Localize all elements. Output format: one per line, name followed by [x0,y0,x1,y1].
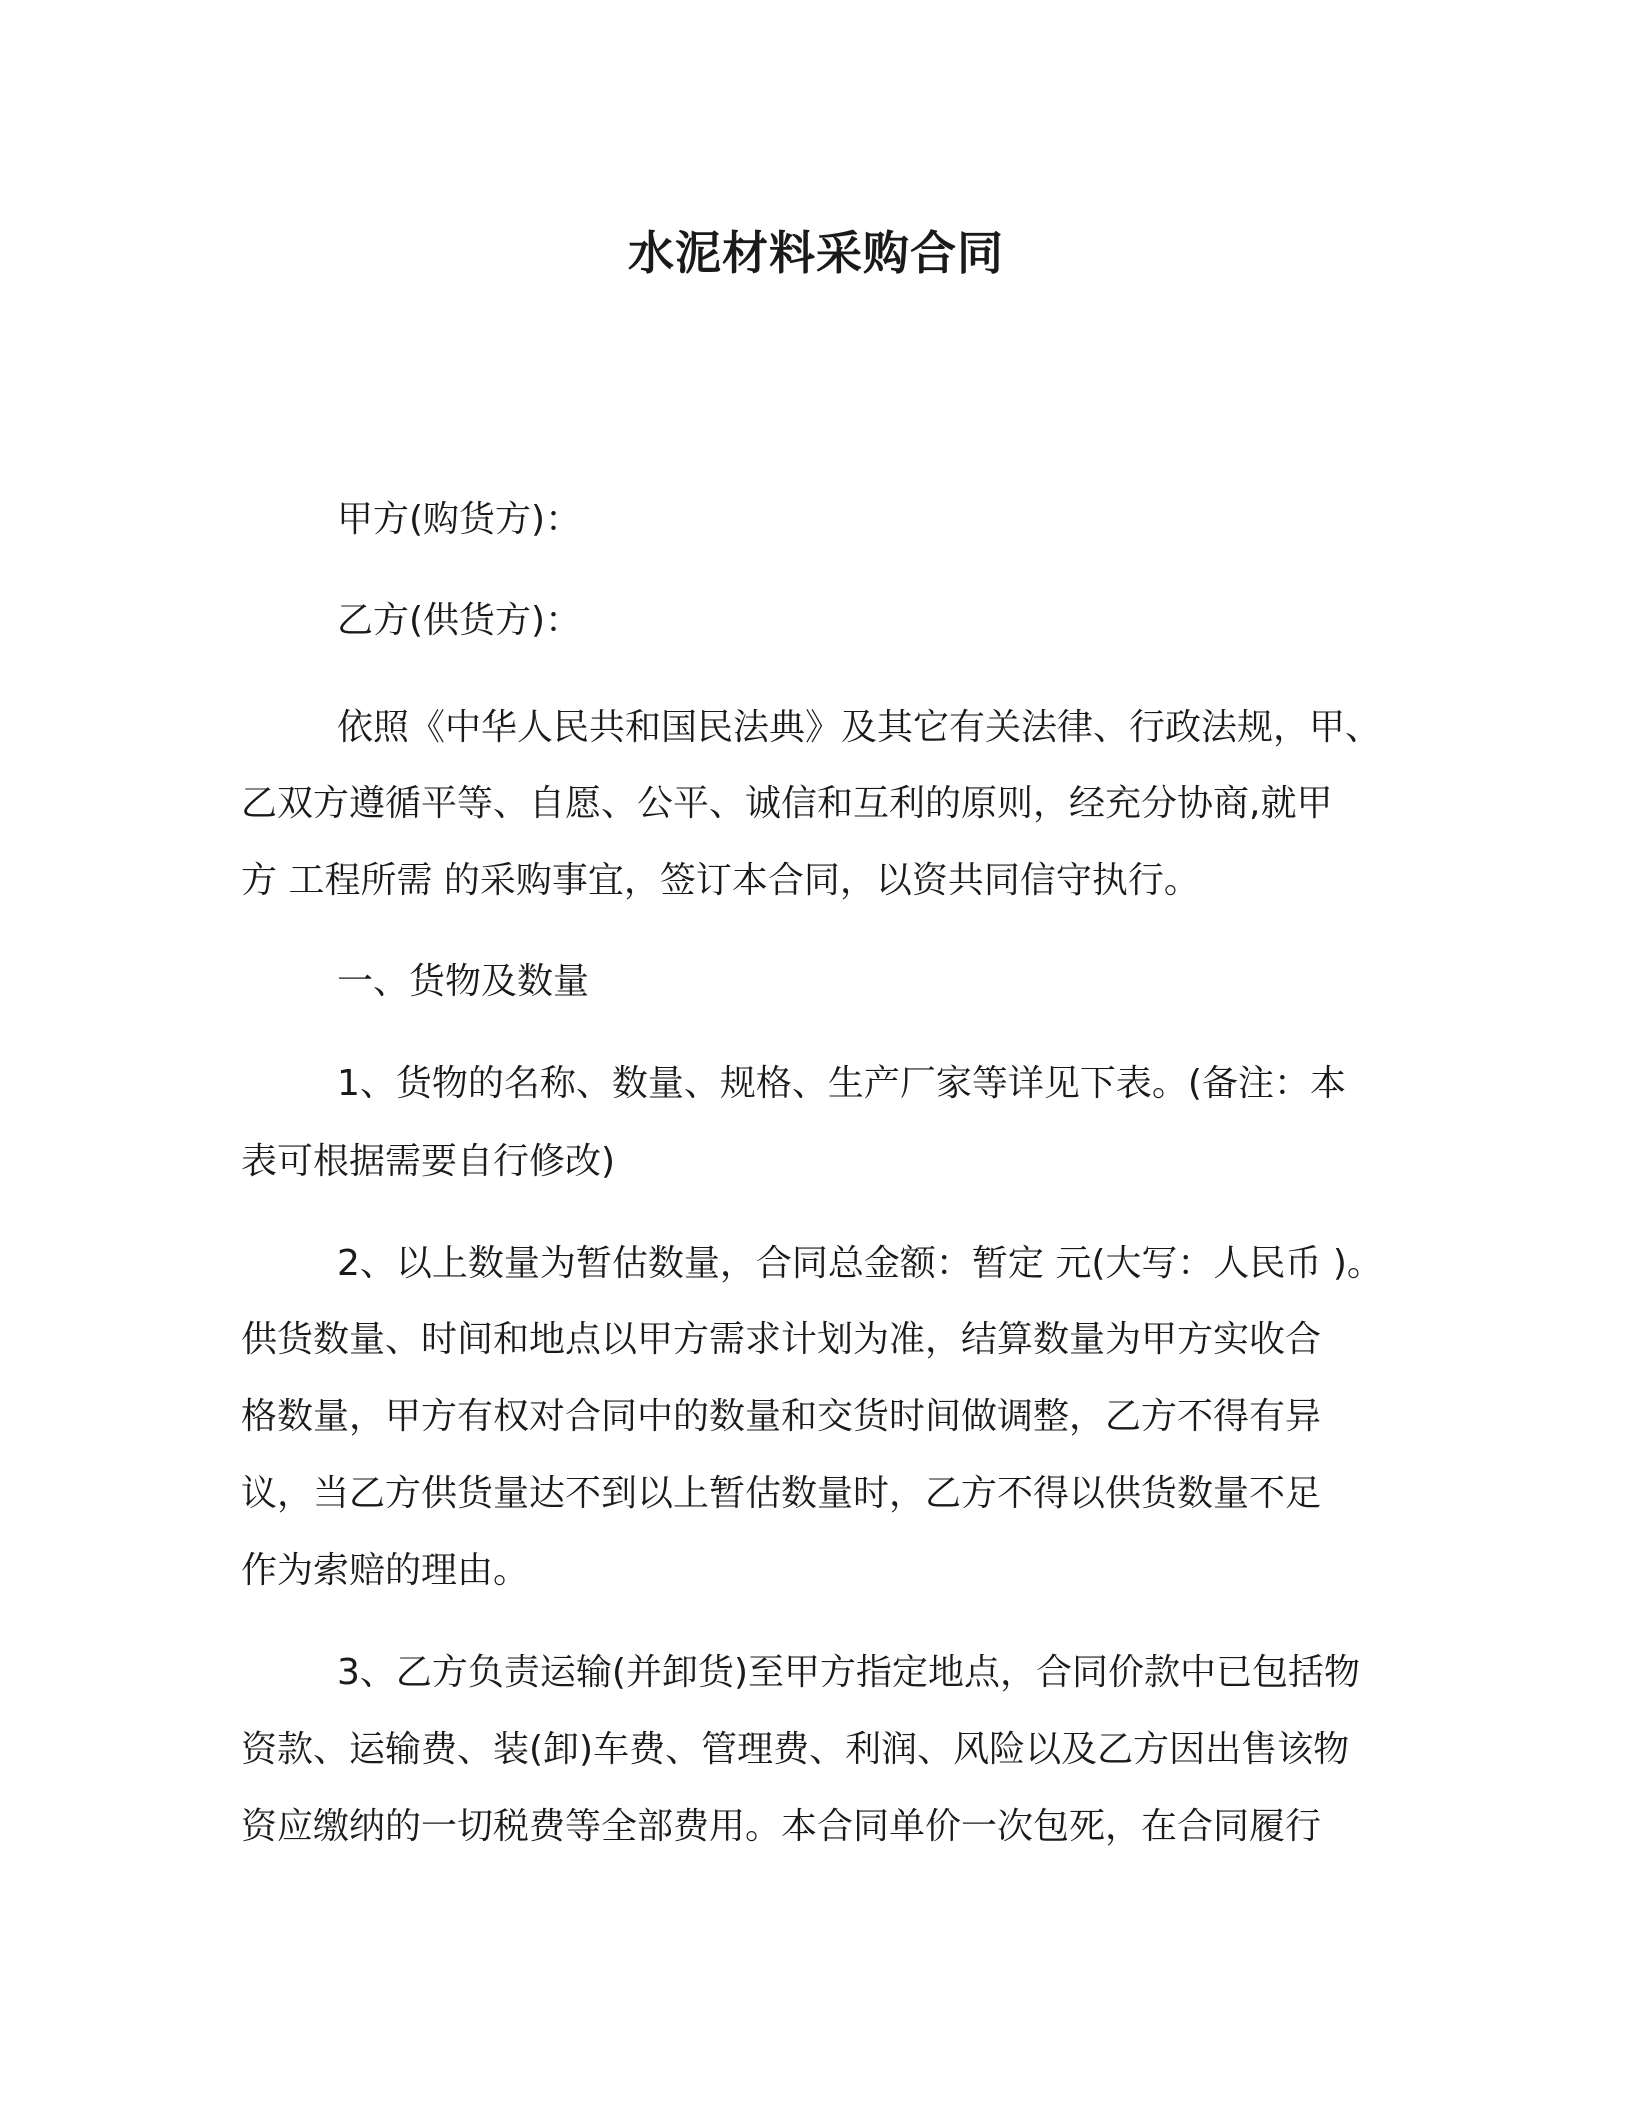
preamble-line-3: 方 工程所需 的采购事宜，签订本合同，以资共同信守执行。 [241,860,1200,901]
clause-2-line-1: 2、以上数量为暂估数量，合同总金额：暂定 元(大写：人民币 )。 [337,1243,1383,1284]
clause-2-line-3: 格数量，甲方有权对合同中的数量和交货时间做调整，乙方不得有异 [241,1396,1322,1437]
clause-2-line-4: 议，当乙方供货量达不到以上暂估数量时，乙方不得以供货数量不足 [241,1473,1322,1514]
party-a-line: 甲方(购货方)： [337,499,582,540]
section-heading-goods: 一、货物及数量 [337,961,590,1002]
party-b-line: 乙方(供货方)： [337,600,582,641]
clause-2-line-5: 作为索赔的理由。 [241,1550,530,1591]
clause-3-line-2: 资款、运输费、装(卸)车费、管理费、利润、风险以及乙方因出售该物 [241,1729,1350,1770]
clause-2-line-2: 供货数量、时间和地点以甲方需求计划为准，结算数量为甲方实收合 [241,1319,1322,1360]
clause-3-line-1: 3、乙方负责运输(并卸货)至甲方指定地点，合同价款中已包括物 [337,1652,1360,1693]
clause-1-line-2: 表可根据需要自行修改) [241,1141,616,1182]
clause-3-line-3: 资应缴纳的一切税费等全部费用。本合同单价一次包死，在合同履行 [241,1806,1322,1847]
preamble-line-1: 依照《中华人民共和国民法典》及其它有关法律、行政法规，甲、 [337,707,1382,748]
clause-1-line-1: 1、货物的名称、数量、规格、生产厂家等详见下表。(备注：本 [337,1063,1346,1104]
preamble-line-2: 乙双方遵循平等、自愿、公平、诚信和互利的原则，经充分协商,就甲 [241,783,1333,824]
document-title: 水泥材料采购合同 [628,226,1004,280]
